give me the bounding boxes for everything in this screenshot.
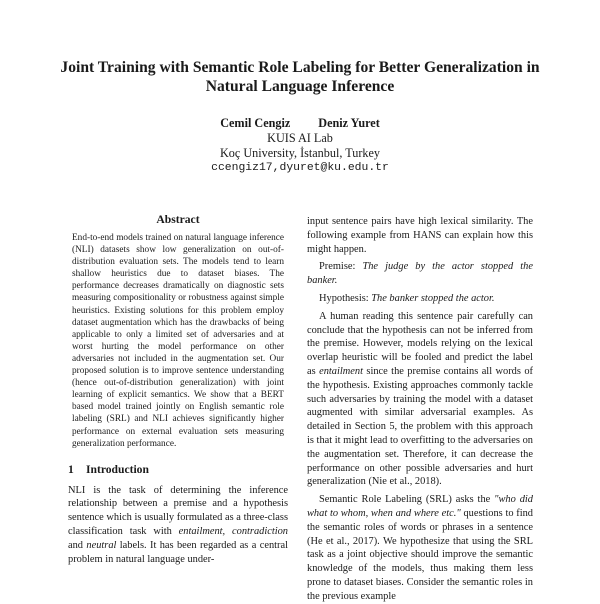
paper-title: Joint Training with Semantic Role Labeling for Better Generalization in Natural Language Inference — [60, 59, 540, 95]
intro-text-c: labels. It has been regarded as a central problem in natural language under- — [68, 539, 288, 565]
premise-text: The judge by the actor stopped the banker. — [307, 261, 533, 287]
premise-example — [307, 260, 533, 288]
author-email: ccengiz17,dyuret@ku.edu.tr — [211, 162, 389, 174]
section-number: 1 — [68, 462, 74, 476]
p2-text-b: since the premise contains all words of the hypothesis. Existing approaches commonly tackle such adversaries by training the model with a dataset augmented with similar adversarial examples. As detailed in Section 5, the problem with this approach is that it might lead to overfitting to the adversaries on the augmentation set. Therefore, it can decrease the performance on other possible adversaries and hurt generalization (Nie et al., 2018). — [307, 365, 533, 488]
institution: Koç University, İstanbul, Turkey — [219, 146, 380, 160]
intro-text-b: and — [68, 539, 87, 551]
section-heading-introduction — [68, 463, 288, 477]
right-paragraph-2 — [307, 310, 533, 489]
right-column — [307, 215, 533, 604]
p3-text-a: Semantic Role Labeling (SRL) asks the — [319, 494, 495, 506]
right-paragraph-3 — [307, 493, 533, 603]
p3-emph: "who did what to whom, when and where etc." — [307, 494, 533, 519]
abstract-heading: Abstract — [156, 213, 200, 226]
right-paragraph-1: input sentence pairs have high lexical similarity. The following example from HANS can explain how this might happen. — [307, 216, 533, 255]
left-column — [68, 213, 288, 577]
p3-text-b: questions to find the semantic roles of words or phrases in a sentence (He et al., 2017). We hypothesize that using the SRL task as a joint objective should improve the semantic knowledge of the models, thus making them less prone to dataset biases. Consider the semantic roles in the previous example — [307, 507, 533, 602]
hypothesis-label: Hypothesis: — [319, 292, 372, 304]
intro-emph-2: neutral — [86, 539, 117, 551]
author-block — [100, 116, 500, 176]
affiliation: KUIS AI Lab — [267, 131, 333, 145]
intro-paragraph — [68, 484, 288, 567]
abstract-text: End-to-end models trained on natural language inference (NLI) datasets show low generalization on out-of-distribution evaluation sets. The models tend to learn shallow heuristics due to dataset biases. The performance decreases dramatically on diagnostic sets measuring compositionality or robustness against simple heuristics. Existing solutions for this problem employ dataset augmentation which has the drawbacks of being applicable to only a limited set of adversaries and at worst hurting the model performance on other adversaries not included in the augmentation set. Our proposed solution is to improve sentence understanding (hence out-of-distribution generalization) with joint learning of explicit semantics. We show that a BERT based model trained jointly on English semantic role labeling (SRL) and NLI achieves significantly higher performance on external evaluation sets measuring generalization performance. — [72, 233, 284, 449]
hypothesis-text: The banker stopped the actor. — [371, 292, 495, 304]
intro-emph-1: entailment, contradiction — [178, 526, 288, 538]
author-name-1: Cemil Cengiz — [220, 116, 291, 130]
premise-label: Premise: — [319, 261, 363, 273]
author-names — [100, 116, 500, 131]
intro-text-a: NLI is the task of determining the inference relationship between a premise and a hypothesis sentence which is usually formulated as a three-class classification task with — [68, 484, 288, 538]
author-name-2: Deniz Yuret — [318, 116, 380, 130]
hypothesis-example — [307, 292, 533, 306]
section-title: Introduction — [86, 462, 149, 476]
p2-text-a: A human reading this sentence pair carefully can conclude that the hypothesis can not be inferred from the premise. However, models relying on the lexical overlap heuristic will be fooled and predict the label as — [307, 310, 533, 377]
p2-emph: entailment — [319, 365, 363, 377]
